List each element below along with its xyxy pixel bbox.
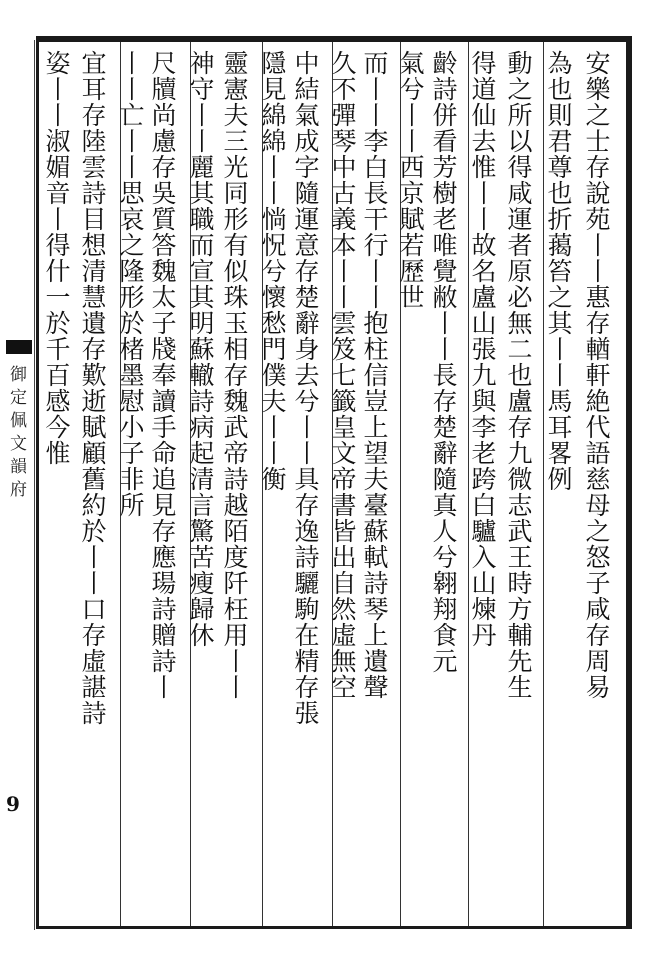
frame-right-border <box>626 36 632 929</box>
text-column-9: 中結氣成字隨運意存楚辭身去兮丨丨具存逸詩驪駒在精存張 <box>291 50 320 726</box>
text-column-16: 姿丨丨淑媚音丨得什一於千百感今惟 <box>42 50 71 466</box>
text-column-8: 久不彈琴中古義本丨丨雲笈七籤皇文帝書皆出自然虛無空 <box>328 50 357 700</box>
text-column-11: 靈憲夫三光同形有似珠玉相存魏武帝詩越陌度阡枉用丨丨 <box>220 50 249 700</box>
text-column-4: 得道仙去惟丨丨故名盧山張九與李老跨白驢入山煉丹 <box>468 50 497 648</box>
text-column-10: 隱見綿綿丨丨惝怳兮懷愁門僕夫丨丨衡 <box>258 50 287 492</box>
text-column-5: 齡詩併看芳樹老唯覺敝丨丨長存楚辭隨真人兮翱翔食元 <box>429 50 458 674</box>
text-column-3: 動之所以得咸運者原必無二也盧存九微志武王時方輔先生 <box>504 50 533 700</box>
text-column-1: 安樂之士存說苑丨丨惠存輶軒絶代語慈母之怒子咸存周易 <box>582 50 611 700</box>
gutter-fishtail-mark <box>6 340 32 354</box>
text-column-7: 而丨丨李白長干行丨丨抱柱信豈上望夫臺蘇軾詩琴上遺聲 <box>360 50 389 700</box>
text-column-13: 尺牘尚慮存吳質答魏太子牋奉讀手命追見存應瑒詩贈詩丨 <box>148 50 177 700</box>
text-column-12: 神守丨丨麗其職而宣其明蘇轍詩病起清言驚苦瘦歸休 <box>186 50 215 648</box>
text-column-14: 丨丨亡丨丨思哀之隆形於楮墨慰小子非所 <box>116 50 145 518</box>
frame-bottom-border <box>36 926 628 929</box>
text-column-2: 為也則君尊也折䔾笞之其丨丨馬耳畧例 <box>544 50 573 492</box>
text-column-6: 氣兮丨丨西京賦若歷世 <box>396 50 425 310</box>
gutter-book-title: 御定佩文韻府 <box>6 365 26 503</box>
text-column-15: 宜耳存陸雲詩目想清慧遺存歎逝賦顧舊約於丨丨口存虛諶詩 <box>78 50 107 726</box>
gutter-page-number: 9 <box>6 792 20 816</box>
